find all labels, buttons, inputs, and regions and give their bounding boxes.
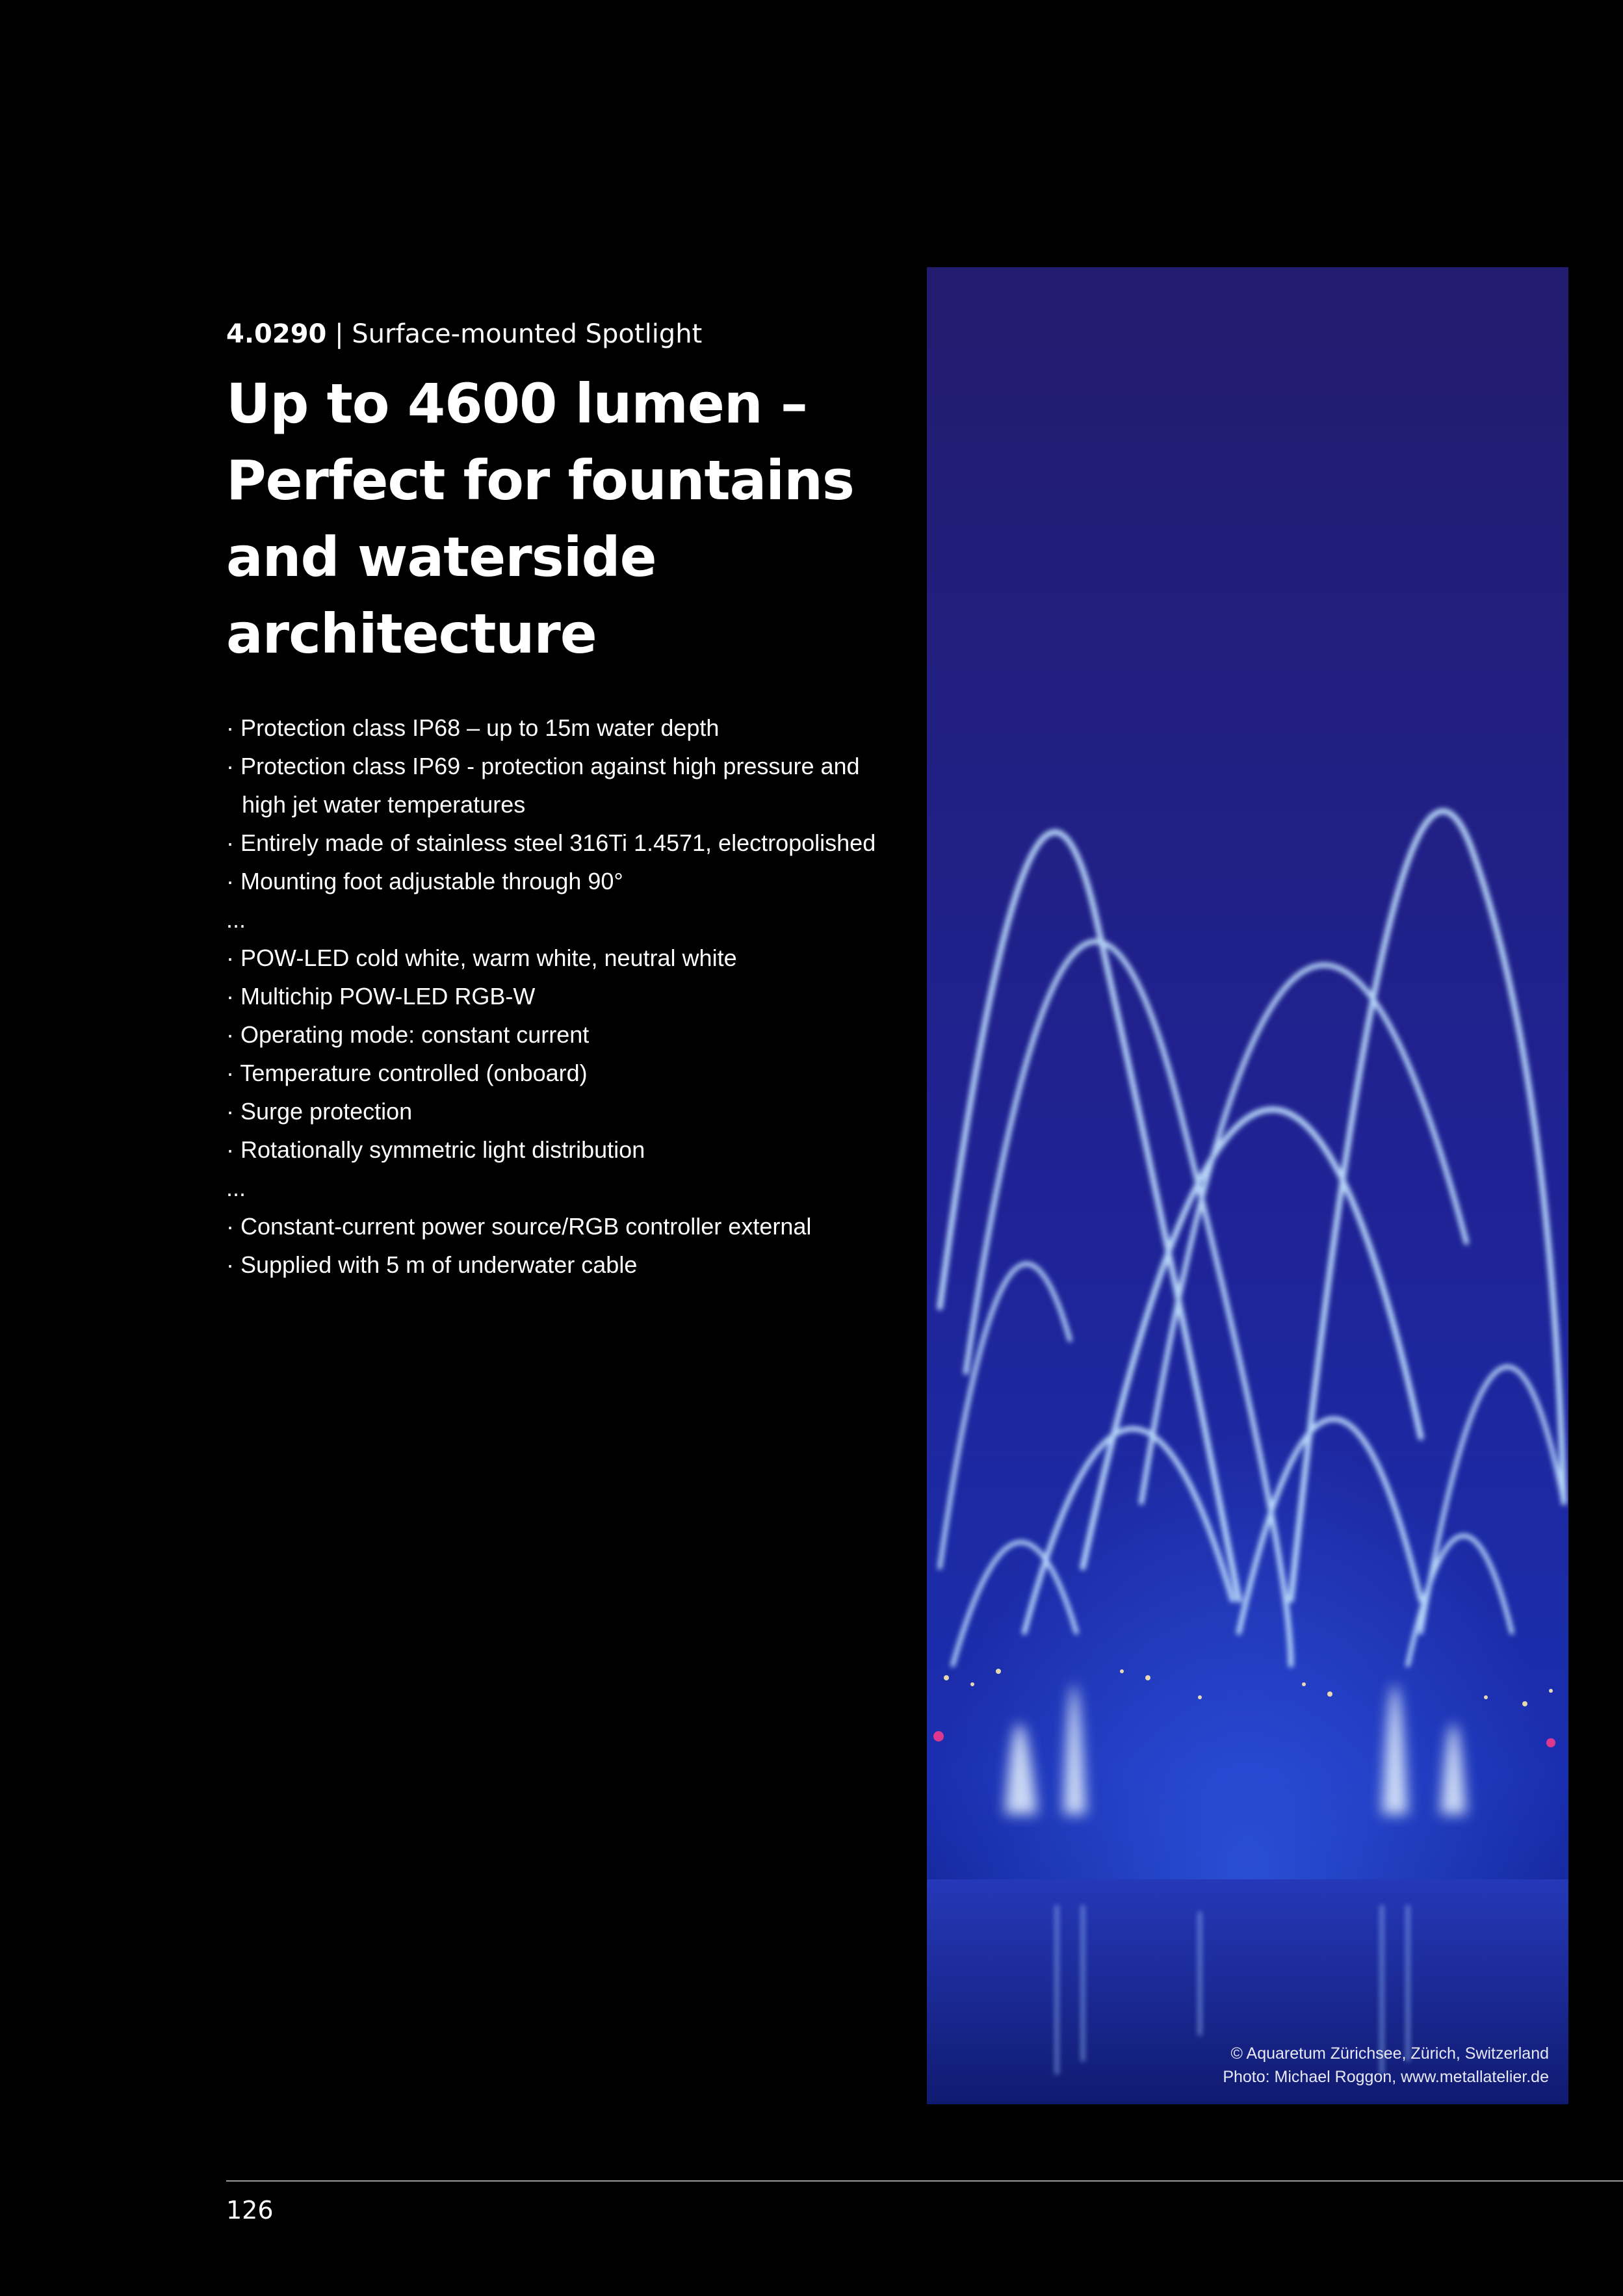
feature-item: · Constant-current power source/RGB controller external [226, 1213, 812, 1240]
headline-line: and waterside [226, 525, 656, 589]
feature-item: · Protection class IP68 – up to 15m water depth [226, 714, 720, 741]
feature-item: · Multichip POW-LED RGB-W [226, 983, 536, 1010]
feature-ellipsis: ... [226, 906, 246, 933]
feature-item: · Temperature controlled (onboard) [226, 1060, 588, 1086]
kicker-separator: | [335, 319, 344, 349]
fountain-photo [927, 267, 1568, 2104]
fountain-illustration [927, 267, 1568, 2104]
headline-line: architecture [226, 602, 597, 666]
page-headline [226, 365, 870, 672]
feature-item: · POW-LED cold white, warm white, neutral white [226, 945, 737, 971]
feature-item: · Rotationally symmetric light distribution [226, 1136, 645, 1163]
product-kicker [226, 317, 870, 351]
feature-item: · Protection class IP69 - protection against high pressure and [226, 753, 860, 779]
text-column [226, 317, 876, 1284]
headline-line: Up to 4600 lumen – [226, 372, 807, 436]
feature-item: · Operating mode: constant current [226, 1021, 590, 1048]
headline-line: Perfect for fountains [226, 449, 854, 512]
footer-rule [226, 2180, 1623, 2182]
feature-item: · Mounting foot adjustable through 90° [226, 868, 623, 894]
page-number: 126 [226, 2196, 274, 2224]
photo-credit-line: Photo: Michael Roggon, www.metallatelier.de [1223, 2068, 1549, 2086]
product-code: 4.0290 [226, 319, 327, 349]
feature-item: · Surge protection [226, 1098, 413, 1125]
feature-list [226, 709, 876, 1284]
photo-credit [1223, 2042, 1549, 2089]
feature-item: · Entirely made of stainless steel 316Ti 1.4571, electropolished [226, 829, 876, 856]
feature-ellipsis: ... [226, 1175, 246, 1201]
photo-credit-line: © Aquaretum Zürichsee, Zürich, Switzerland [1230, 2044, 1549, 2063]
product-type: Surface-mounted Spotlight [352, 319, 703, 349]
feature-item: · Supplied with 5 m of underwater cable [226, 1251, 638, 1278]
feature-item-continuation: high jet water temperatures [242, 791, 526, 818]
